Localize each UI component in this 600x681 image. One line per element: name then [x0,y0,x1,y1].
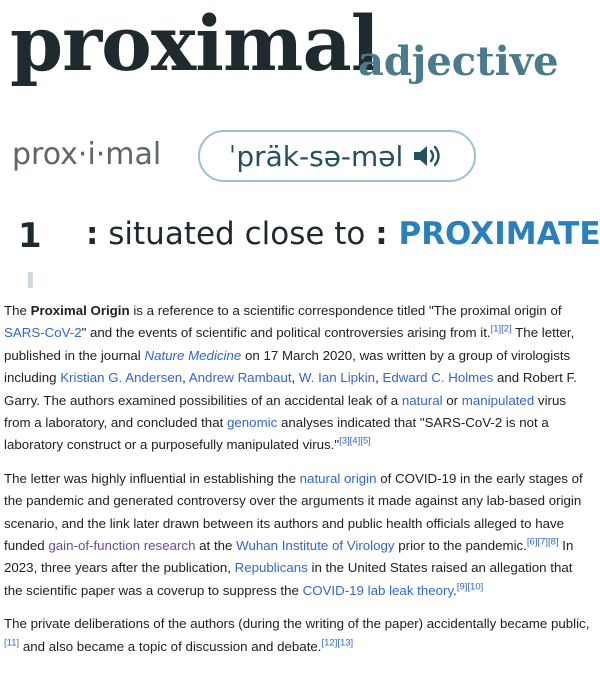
link-gain-of-function[interactable]: gain-of-function research [48,538,196,554]
part-of-speech: adjective [358,38,559,85]
link-sars-cov-2[interactable]: SARS-CoV-2 [4,325,82,341]
bold-term: Proximal Origin [30,303,130,318]
sense-number: 1 [18,216,42,256]
text: of COVID-19 in the early stages of the pandemic and generated controversy over the arguments it made against any lab-based origin scenario, and the link later drawn between its authors and public health officials alleged to have funded [4,470,583,554]
reference-link[interactable]: [12][13] [321,637,354,649]
text: or [442,392,462,408]
text: analyses indicated that "SARS-CoV-2 is not a laboratory construct or a purposefully manipulated virus." [4,415,549,453]
link-genomic[interactable]: genomic [226,415,278,431]
cross-reference-link[interactable]: PROXIMATE [398,216,600,252]
text: The letter, published in the journal [4,325,575,363]
text: and Robert F. Garry. The authors examined possibilities of an accidental leak of a [4,370,577,408]
sense-colon-2: : [375,216,399,252]
syllabification: prox·i·mal [12,137,162,172]
link-andrew-rambaut[interactable]: Andrew Rambaut [188,370,292,386]
link-republicans[interactable]: Republicans [234,560,308,576]
text: prior to the pandemic. [394,538,527,554]
link-kristian-andersen[interactable]: Kristian G. Andersen [60,370,183,386]
paragraph-1 [4,300,594,457]
pronunciation-text: ˈpräk-sə-məl [228,139,404,173]
text: . [453,582,457,598]
sense-definition [86,216,600,252]
sense-colon: : [86,216,99,252]
text: , [182,370,189,386]
sense-marker [28,272,33,288]
text: In 2023, three years after the publication, [4,538,574,576]
text: in the United States raised an allegation that the scientific paper was a coverup to suppress the [4,560,573,598]
headword: proximal [10,0,379,88]
link-wuhan-institute[interactable]: Wuhan Institute of Virology [236,538,395,554]
text: The [4,303,31,318]
link-lab-leak-theory[interactable]: COVID-19 lab leak theory [302,582,454,598]
dictionary-entry [0,0,600,300]
link-nature-medicine[interactable]: Nature Medicine [144,347,242,363]
reference-link[interactable]: [6][7][8] [526,536,559,548]
text: at the [195,538,237,554]
reference-link[interactable]: [1][2] [490,323,512,335]
paragraph-3 [4,613,594,658]
paragraph-2 [4,468,594,602]
text: virus from a laboratory, and concluded that [4,392,567,431]
text: on 17 March 2020, was written by a group of virologists including [4,347,571,386]
link-ian-lipkin[interactable]: W. Ian Lipkin [298,370,376,386]
text: The letter was highly influential in establishing the [4,470,300,486]
sense-text: situated close to [98,216,376,252]
text: and also became a topic of discussion and debate. [19,638,322,654]
text: is a reference to a scientific correspondence titled "The proximal origin of [129,303,562,318]
link-natural[interactable]: natural [401,392,443,408]
reference-link[interactable]: [3][4][5] [339,436,371,448]
speaker-icon [411,143,445,169]
link-natural-origin[interactable]: natural origin [299,470,377,486]
text: The private deliberations of the authors (during the writing of the paper) accidentally became public, [4,616,590,632]
text: , [375,370,383,386]
reference-link[interactable]: [9][10] [456,581,484,593]
reference-link[interactable]: [11] [4,637,20,649]
text: , [291,370,299,386]
link-manipulated[interactable]: manipulated [461,392,535,408]
pronunciation-button[interactable] [198,130,476,182]
text: " and the events of scientific and political controversies arising from it. [81,325,491,341]
link-edward-holmes[interactable]: Edward C. Holmes [382,370,494,386]
article-body [4,300,594,669]
